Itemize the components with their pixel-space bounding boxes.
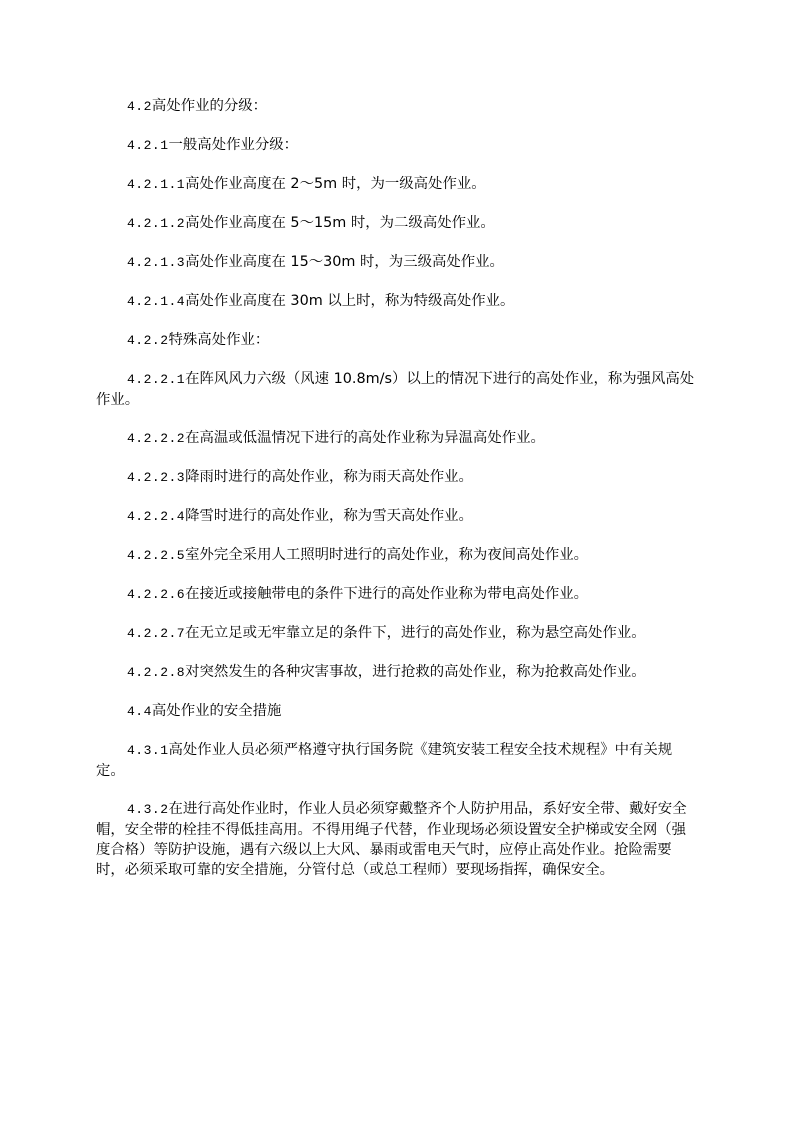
paragraph (96, 506, 696, 527)
paragraph (96, 545, 696, 566)
paragraph-text: 高处作业高度在 5～15m 时，为二级高处作业。 (185, 215, 495, 231)
section-number: 4.2.2.5 (127, 548, 186, 563)
section-number: 4.2.2.3 (127, 470, 186, 485)
section-number: 4.2.1.2 (127, 216, 186, 231)
paragraph-text: 室外完全采用人工照明时进行的高处作业，称为夜间高处作业。 (185, 547, 589, 563)
paragraph-text: 高处作业的分级： (151, 98, 268, 114)
paragraph (96, 291, 696, 312)
section-number: 4.2.2.6 (127, 587, 186, 602)
paragraph (96, 740, 696, 781)
paragraph (96, 701, 696, 722)
section-number: 4.4 (127, 704, 152, 719)
section-number: 4.2.2.8 (127, 665, 186, 680)
paragraph (96, 467, 696, 488)
section-number: 4.2.1 (127, 138, 169, 153)
paragraph-text: 高处作业高度在 2～5m 时，为一级高处作业。 (185, 176, 486, 192)
paragraph (96, 213, 696, 234)
paragraph-text: 高处作业的安全措施 (151, 703, 282, 719)
paragraph (96, 623, 696, 644)
paragraph (96, 369, 696, 410)
paragraph-text: 降雨时进行的高处作业，称为雨天高处作业。 (185, 469, 473, 485)
section-number: 4.3.2 (127, 802, 169, 817)
paragraph (96, 96, 696, 117)
paragraph-text: 在无立足或无牢靠立足的条件下，进行的高处作业，称为悬空高处作业。 (185, 625, 646, 641)
section-number: 4.2.2.7 (127, 626, 186, 641)
paragraph-text: 在进行高处作业时，作业人员必须穿戴整齐个人防护用品，系好安全带、戴好安全帽，安全带的栓挂不得低挂高用。不得用绳子代替，作业现场必须设置安全护梯或安全网（强度合格）等防护设施，遇有六级以上大风、暴雨或雷电天气时，应停止高处作业。抢险需要时，必须采取可靠的安全措施，分管付总（或总工程师）要现场指挥，确保安全。 (96, 801, 687, 878)
section-number: 4.3.1 (127, 743, 169, 758)
section-number: 4.2.2 (127, 333, 169, 348)
section-number: 4.2.1.3 (127, 255, 186, 270)
paragraph-text: 高处作业人员必须严格遵守执行国务院《建筑安装工程安全技术规程》中有关规定。 (96, 742, 673, 779)
paragraph (96, 135, 696, 156)
paragraph-text: 高处作业高度在 30m 以上时，称为特级高处作业。 (185, 293, 515, 309)
paragraph-text: 在高温或低温情况下进行的高处作业称为异温高处作业。 (185, 430, 545, 446)
section-number: 4.2.2.1 (127, 372, 186, 387)
section-number: 4.2.1.4 (127, 294, 186, 309)
section-number: 4.2 (127, 99, 152, 114)
paragraph (96, 662, 696, 683)
document-body (96, 96, 696, 880)
paragraph-text: 降雪时进行的高处作业，称为雪天高处作业。 (185, 508, 473, 524)
paragraph (96, 584, 696, 605)
paragraph-text: 对突然发生的各种灾害事故，进行抢救的高处作业，称为抢救高处作业。 (185, 664, 646, 680)
paragraph (96, 174, 696, 195)
paragraph-text: 一般高处作业分级： (168, 137, 299, 153)
paragraph-text: 特殊高处作业： (168, 332, 270, 348)
paragraph (96, 428, 696, 449)
paragraph (96, 330, 696, 351)
paragraph-text: 在阵风风力六级（风速 10.8m/s）以上的情况下进行的高处作业，称为强风高处作业。 (96, 371, 695, 408)
section-number: 4.2.2.4 (127, 509, 186, 524)
paragraph (96, 252, 696, 273)
paragraph-text: 高处作业高度在 15～30m 时，为三级高处作业。 (185, 254, 504, 270)
section-number: 4.2.1.1 (127, 177, 186, 192)
section-number: 4.2.2.2 (127, 431, 186, 446)
paragraph-text: 在接近或接触带电的条件下进行的高处作业称为带电高处作业。 (185, 586, 589, 602)
paragraph (96, 799, 696, 880)
